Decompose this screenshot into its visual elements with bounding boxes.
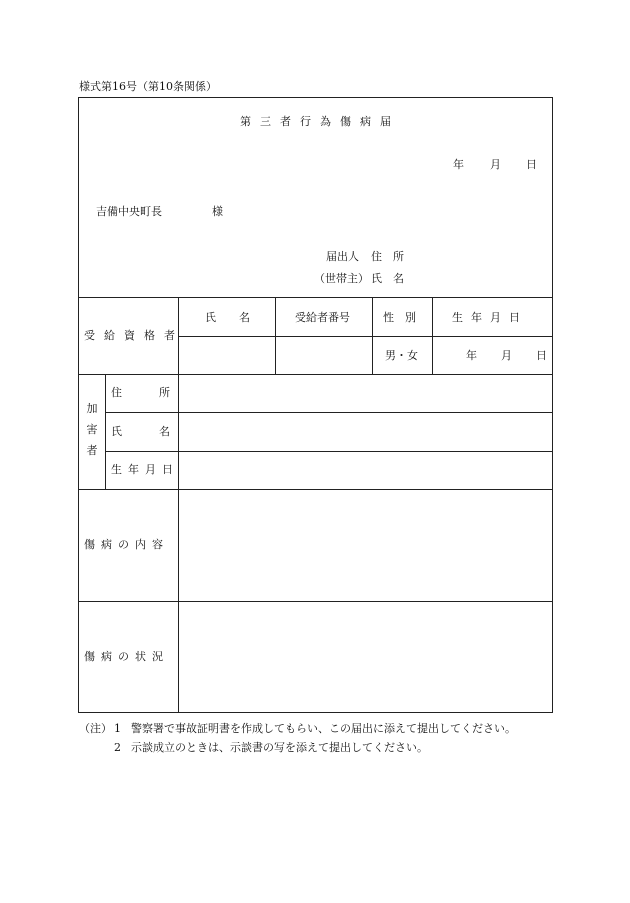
note-2-text: 示談成立のときは、示談書の写を添えて提出してください。 — [131, 741, 428, 754]
perpetrator-group-divider — [105, 374, 106, 489]
applicant-name-label: 氏 名 — [371, 272, 404, 285]
perpetrator-address-field[interactable] — [184, 386, 546, 406]
perpetrator-group-label: 加害者 — [86, 402, 98, 457]
date-day-label: 日 — [526, 158, 537, 171]
beneficiary-col-2 — [275, 297, 276, 375]
note-1-number: 1 — [114, 722, 121, 735]
injury-status-field[interactable] — [180, 603, 550, 711]
beneficiary-header-dob: 生年月日 — [452, 311, 528, 324]
beneficiary-sex-value: 男・女 — [385, 349, 418, 362]
beneficiary-number-field[interactable] — [279, 349, 369, 369]
section-divider-beneficiary-top — [78, 297, 553, 298]
perpetrator-name-field[interactable] — [184, 425, 546, 445]
section-divider-injury-content-top — [78, 489, 553, 490]
injury-content-field[interactable] — [180, 491, 550, 599]
beneficiary-row-label: 受給資格者 — [84, 329, 184, 342]
beneficiary-name-field[interactable] — [182, 349, 272, 369]
applicant-address-label: 住 所 — [371, 250, 404, 263]
perpetrator-row-divider-2 — [105, 451, 553, 452]
form-number-label: 様式第16号（第10条関係） — [79, 80, 217, 93]
date-year-label: 年 — [453, 158, 464, 171]
perpetrator-row-divider-1 — [105, 412, 553, 413]
section-divider-perpetrator-top — [78, 374, 553, 375]
applicant-head-label: （世帯主） — [314, 272, 369, 285]
beneficiary-header-number: 受給者番号 — [295, 311, 350, 324]
injury-content-label: 傷病の内容 — [84, 538, 169, 551]
perpetrator-address-label: 住 所 — [111, 386, 183, 399]
beneficiary-header-divider — [178, 336, 553, 337]
note-2-number: 2 — [114, 741, 121, 754]
addressee-honorific: 様 — [212, 205, 223, 218]
note-1-text: 警察署で事故証明書を作成してもらい、この届出に添えて提出してください。 — [131, 722, 516, 735]
addressee-name: 吉備中央町長 — [96, 205, 162, 218]
beneficiary-col-4 — [432, 297, 433, 375]
form-title: 第三者行為傷病届 — [240, 115, 400, 128]
perpetrator-name-label: 氏 名 — [111, 425, 183, 438]
beneficiary-dob-month: 月 — [501, 349, 512, 362]
beneficiary-header-name: 氏 名 — [205, 311, 256, 324]
injury-status-label: 傷病の状況 — [84, 650, 169, 663]
notes-prefix: （注） — [79, 722, 112, 735]
beneficiary-col-3 — [372, 297, 373, 375]
applicant-label: 届出人 — [326, 250, 359, 263]
date-month-label: 月 — [490, 158, 501, 171]
perpetrator-dob-label: 生年月日 — [111, 463, 179, 476]
perpetrator-dob-field[interactable] — [184, 463, 546, 483]
beneficiary-dob-year: 年 — [466, 349, 477, 362]
section-divider-injury-status-top — [78, 601, 553, 602]
beneficiary-dob-day: 日 — [536, 349, 547, 362]
beneficiary-header-sex: 性 別 — [383, 311, 416, 324]
